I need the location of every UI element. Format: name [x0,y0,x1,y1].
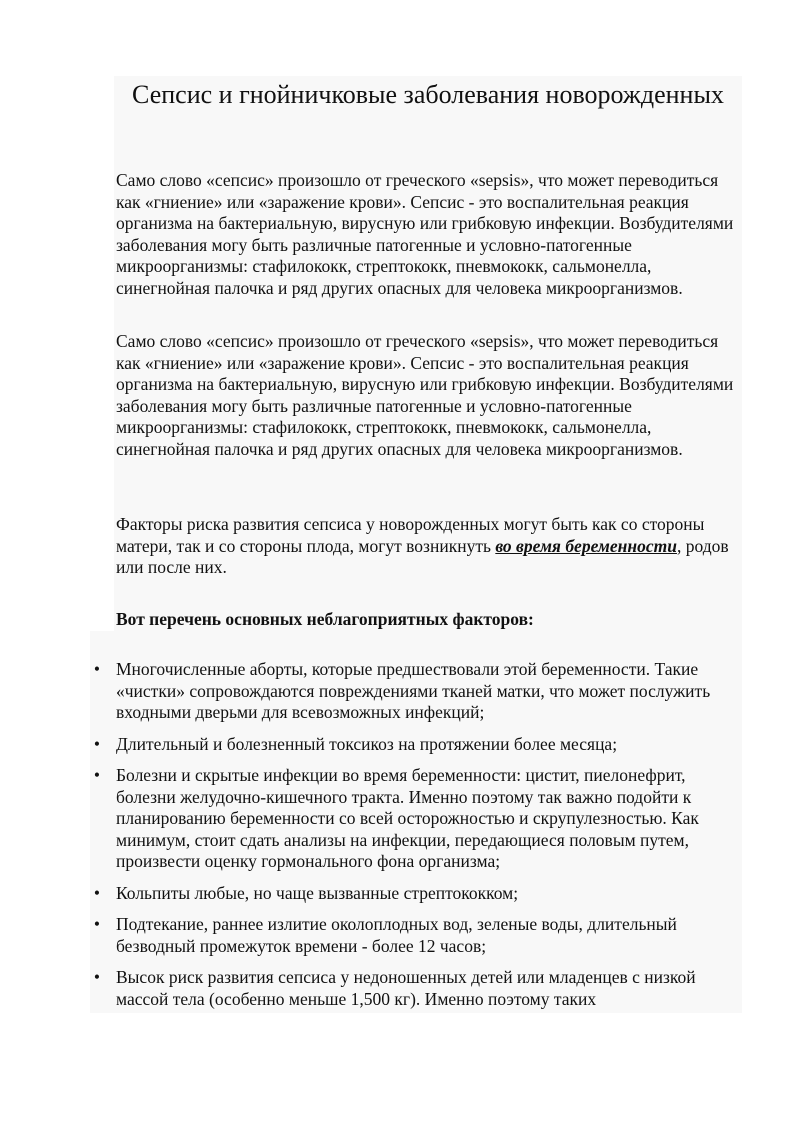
intro-paragraph-repeat: Само слово «сепсис» произошло от греческого «sepsis», что может переводиться как «гниение» или «заражение крови». Сепсис - это воспалительная реакция организма на бактериальную, вирусную или грибковую инфекции. Возбудителями заболевания могу быть различные патогенные и условно-патогенные микроорганизмы: стафилококк, стрептококк, пневмококк, сальмонелла, синегнойная палочка и ряд других опасных для человека микроорганизмов. [116,331,734,459]
list-item-text: Кольпиты любые, но чаще вызванные стрептококком; [116,882,519,903]
list-item-text: Высок риск развития сепсиса у недоношенных детей или младенцев с низкой массой тела (особенно меньше 1,500 кг). Именно поэтому таких [116,967,696,1009]
list-item [90,967,738,1010]
bullet-icon: • [93,967,101,987]
risk-factors-text-start: Факторы риска развития сепсиса у новорожденных могут быть как со стороны матери, так и со стороны плода, могут возникнуть [116,514,705,556]
bullet-icon: • [93,914,101,934]
factors-list [90,659,738,1020]
pregnancy-link[interactable]: во время беременности [495,535,677,556]
list-item-text: Болезни и скрытые инфекции во время беременности: цистит, пиелонефрит, болезни желудочно-кишечного тракта. Именно поэтому так важно подойти к планированию беременности со всей осторожностью и скрупулезностью. Как минимум, стоит сдать анализы на инфекции, передающиеся половым путем, произвести оценку гормонального фона организма; [116,765,699,871]
factors-heading: Вот перечень основных неблагоприятных факторов: [116,609,534,629]
list-item [90,765,738,873]
list-item [90,914,738,957]
list-item-text: Длительный и болезненный токсикоз на протяжении более месяца; [116,733,618,754]
intro-paragraph: Само слово «сепсис» произошло от греческого «sepsis», что может переводиться как «гниение» или «заражение крови». Сепсис - это воспалительная реакция организма на бактериальную, вирусную или грибковую инфекции. Возбудителями заболевания могу быть различные патогенные и условно-патогенные микроорганизмы: стафилококк, стрептококк, пневмококк, сальмонелла, синегнойная палочка и ряд других опасных для человека микроорганизмов. [116,170,734,298]
bullet-icon: • [93,882,101,903]
risk-factors-text-end: , родов или после них. [116,535,729,577]
bullet-icon: • [93,733,101,754]
list-item-text: Подтекание, раннее излитие околоплодных вод, зеленые воды, длительный безводный промежуток времени - более 12 часов; [116,914,677,956]
list-item [90,883,738,905]
list-item [90,734,738,756]
list-item-text: Многочисленные аборты, которые предшествовали этой беременности. Такие «чистки» сопровождаются повреждениями тканей матки, что может послужить входными дверьми для всевозможных инфекций; [116,659,711,722]
bullet-icon: • [93,659,101,679]
risk-factors-paragraph [116,514,738,579]
bullet-icon: • [93,765,101,785]
page-title: Сепсис и гнойничковые заболевания новорожденных [132,80,724,109]
list-item [90,659,738,724]
